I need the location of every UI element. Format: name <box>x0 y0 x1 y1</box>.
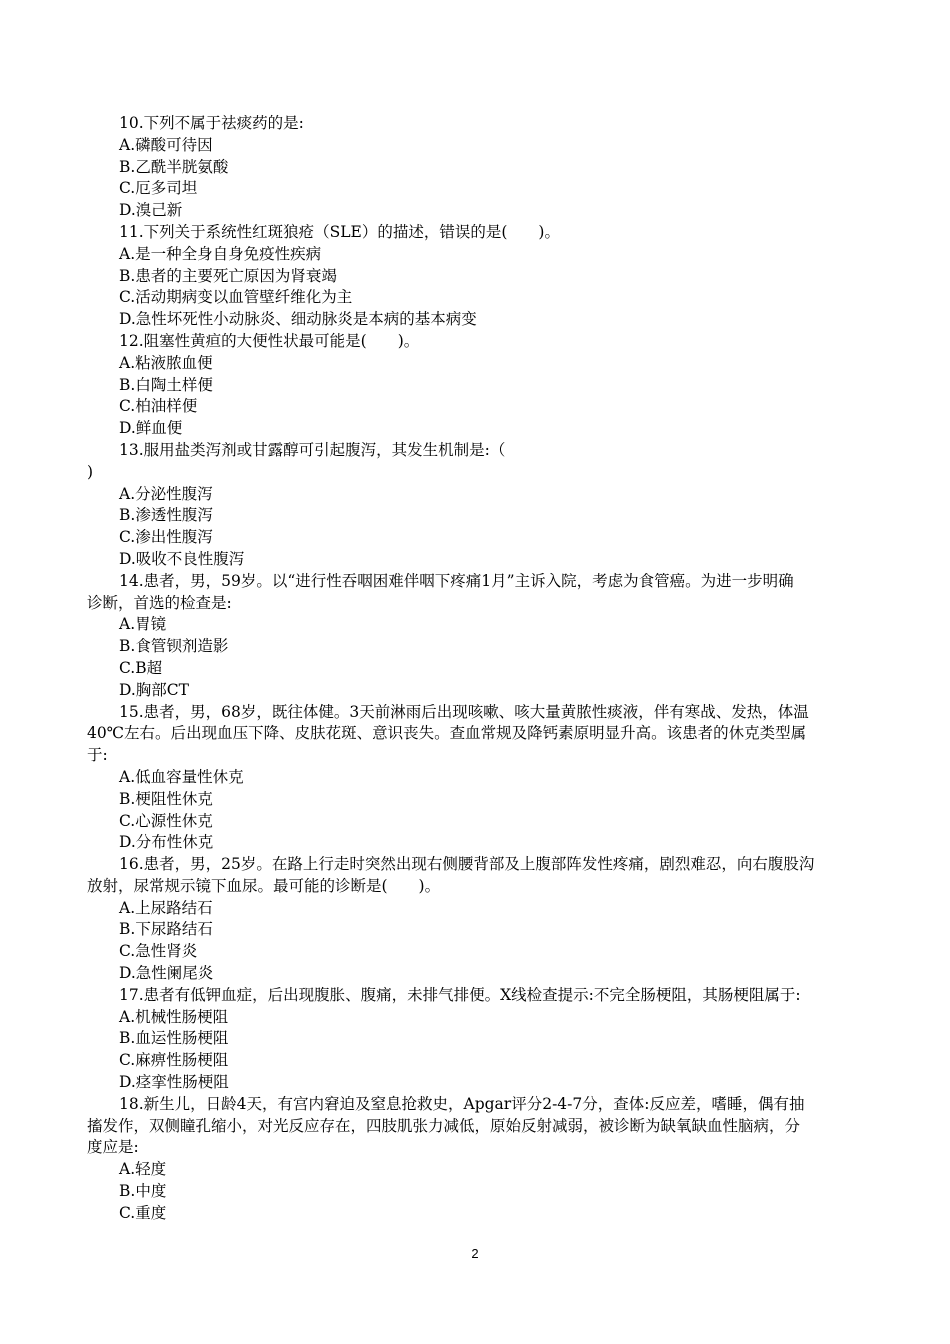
question-stem: 12.阻塞性黄疸的大便性状最可能是( )。 <box>119 331 420 350</box>
answer-option: D.鲜血便 <box>119 419 183 438</box>
answer-option: D.吸收不良性腹泻 <box>119 549 245 568</box>
answer-option: D.分布性休克 <box>119 833 214 852</box>
question-block <box>87 1094 877 1225</box>
answer-option: A.低血容量性休克 <box>119 767 244 786</box>
answer-option: A.磷酸可待因 <box>119 135 213 154</box>
answer-option: C.厄多司坦 <box>119 179 198 198</box>
question-stem: 18.新生儿，日龄4天，有宫内窘迫及窒息抢救史，Apgar评分2-4-7分，查体:反应差，嗜睡，偶有抽 <box>119 1094 805 1113</box>
question-stem: 13.服用盐类泻剂或甘露醇可引起腹泻，其发生机制是:（ <box>119 440 506 459</box>
answer-option: C.活动期病变以血管壁纤维化为主 <box>119 288 353 307</box>
question-block <box>87 854 877 985</box>
answer-option: C.重度 <box>119 1203 167 1222</box>
question-block <box>87 331 877 440</box>
answer-option: C.心源性休克 <box>119 811 213 830</box>
answer-option: B.下尿路结石 <box>119 920 213 939</box>
answer-option: C.渗出性腹泻 <box>119 528 213 547</box>
answer-option: A.粘液脓血便 <box>119 353 213 372</box>
answer-option: B.血运性肠梗阻 <box>119 1029 229 1048</box>
question-stem-continuation: 于: <box>87 746 108 765</box>
answer-option: B.中度 <box>119 1182 167 1201</box>
answer-option: D.溴己新 <box>119 201 183 220</box>
question-stem-continuation: 搐发作，双侧瞳孔缩小，对光反应存在，四肢肌张力减低，原始反射减弱，被诊断为缺氧缺血性脑病，分 <box>87 1116 801 1135</box>
answer-option: B.乙酰半胱氨酸 <box>119 157 229 176</box>
question-stem-continuation: ) <box>87 462 94 481</box>
question-block <box>87 702 877 855</box>
question-stem-continuation: 度应是: <box>87 1138 139 1157</box>
question-block <box>87 571 877 702</box>
question-block <box>87 440 877 571</box>
answer-option: D.急性阑尾炎 <box>119 964 214 983</box>
question-stem: 11.下列关于系统性红斑狼疮（SLE）的描述，错误的是( )。 <box>119 222 560 241</box>
answer-option: C.麻痹性肠梗阻 <box>119 1051 229 1070</box>
answer-option: D.痉挛性肠梗阻 <box>119 1073 229 1092</box>
answer-option: A.分泌性腹泻 <box>119 484 213 503</box>
question-block <box>87 113 877 222</box>
answer-option: B.梗阻性休克 <box>119 789 213 808</box>
answer-option: A.胃镜 <box>119 615 167 634</box>
question-stem-continuation: 诊断，首选的检查是: <box>87 593 232 612</box>
question-block <box>87 222 877 331</box>
answer-option: C.柏油样便 <box>119 397 198 416</box>
page-number: 2 <box>471 1246 479 1261</box>
answer-option: B.患者的主要死亡原因为肾衰竭 <box>119 266 337 285</box>
answer-option: B.白陶土样便 <box>119 375 213 394</box>
question-stem: 14.患者，男，59岁。以“进行性吞咽困难伴咽下疼痛1月”主诉入院，考虑为食管癌。为进一步明确 <box>119 571 794 590</box>
answer-option: D.胸部CT <box>119 680 189 699</box>
answer-option: B.渗透性腹泻 <box>119 506 213 525</box>
question-stem: 16.患者，男，25岁。在路上行走时突然出现右侧腰背部及上腹部阵发性疼痛，剧烈难忍，向右腹股沟 <box>119 855 815 874</box>
question-stem-continuation: 40℃左右。后出现血压下降、皮肤花斑、意识丧失。查血常规及降钙素原明显升高。该患者的休克类型属 <box>87 724 807 743</box>
question-stem: 10.下列不属于祛痰药的是: <box>119 114 304 132</box>
question-stem: 15.患者，男，68岁，既往体健。3天前淋雨后出现咳嗽、咳大量黄脓性痰液，伴有寒战、发热，体温 <box>119 702 809 721</box>
answer-option: A.轻度 <box>119 1160 167 1179</box>
question-list <box>87 113 877 1225</box>
answer-option: A.上尿路结石 <box>119 898 213 917</box>
answer-option: D.急性坏死性小动脉炎、细动脉炎是本病的基本病变 <box>119 310 477 329</box>
answer-option: A.机械性肠梗阻 <box>119 1007 229 1026</box>
question-block <box>87 985 877 1094</box>
answer-option: B.食管钡剂造影 <box>119 637 229 656</box>
answer-option: C.B超 <box>119 658 163 677</box>
answer-option: A.是一种全身自身免疫性疾病 <box>119 244 322 263</box>
question-stem: 17.患者有低钾血症，后出现腹胀、腹痛，未排气排便。X线检查提示:不完全肠梗阻，其肠梗阻属于: <box>119 985 801 1004</box>
answer-option: C.急性肾炎 <box>119 942 198 961</box>
question-stem-continuation: 放射，尿常规示镜下血尿。最可能的诊断是( )。 <box>87 876 441 895</box>
